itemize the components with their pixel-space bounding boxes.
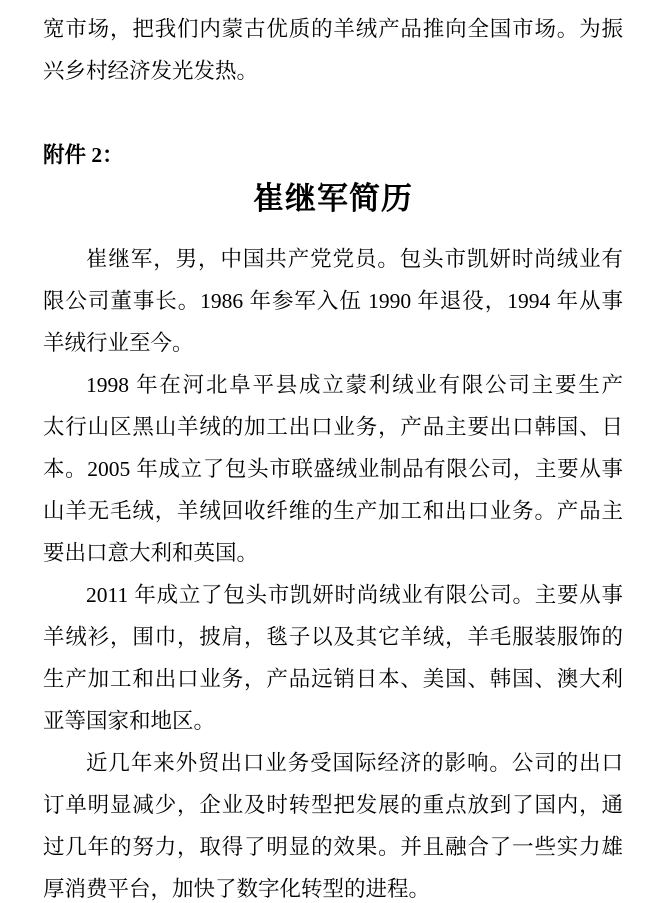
- paragraph-line: 近几年来外贸出口业务受国际经济的影响。公司的出口: [86, 751, 623, 775]
- attachment-label: 附件 2：: [43, 143, 124, 167]
- paragraph-line: 要出口意大利和英国。: [43, 541, 259, 565]
- paragraph-line: 宽市场，把我们内蒙古优质的羊绒产品推向全国市场。为振: [43, 17, 623, 41]
- paragraph-line: 太行山区黑山羊绒的加工出口业务，产品主要出口韩国、日: [43, 415, 623, 439]
- paragraph-line: 羊绒行业至今。: [43, 331, 194, 355]
- paragraph-continuation: [43, 8, 623, 92]
- paragraph-line: 本。2005 年成立了包头市联盛绒业制品有限公司，主要从事: [43, 457, 623, 481]
- paragraph-line: 亚等国家和地区。: [43, 709, 216, 733]
- paragraph-line: 2011 年成立了包头市凯妍时尚绒业有限公司。主要从事: [86, 583, 623, 607]
- paragraph-line: 厚消费平台，加快了数字化转型的进程。: [43, 877, 431, 901]
- paragraph-line: 限公司董事长。1986 年参军入伍 1990 年退役，1994 年从事: [43, 289, 623, 313]
- paragraph: [43, 574, 623, 742]
- paragraph-line: 1998 年在河北阜平县成立蒙利绒业有限公司主要生产: [86, 373, 623, 397]
- paragraph-line: 过几年的努力，取得了明显的效果。并且融合了一些实力雄: [43, 835, 623, 859]
- paragraph-line: 羊绒衫，围巾，披肩，毯子以及其它羊绒，羊毛服装服饰的: [43, 625, 623, 649]
- document-content: [43, 0, 623, 903]
- blank-line: [43, 92, 623, 134]
- paragraph-line: 山羊无毛绒，羊绒回收纤维的生产加工和出口业务。产品主: [43, 499, 623, 523]
- paragraph: [43, 238, 623, 364]
- paragraph-line: 崔继军，男，中国共产党党员。包头市凯妍时尚绒业有: [86, 247, 623, 271]
- paragraph: [43, 742, 623, 903]
- paragraph-line: 订单明显减少，企业及时转型把发展的重点放到了国内，通: [43, 793, 623, 817]
- document-title: 崔继军简历: [253, 181, 413, 216]
- paragraph: [43, 364, 623, 574]
- paragraph-line: 生产加工和出口业务，产品远销日本、美国、韩国、澳大利: [43, 667, 623, 691]
- paragraph-line: 兴乡村经济发光发热。: [43, 59, 259, 83]
